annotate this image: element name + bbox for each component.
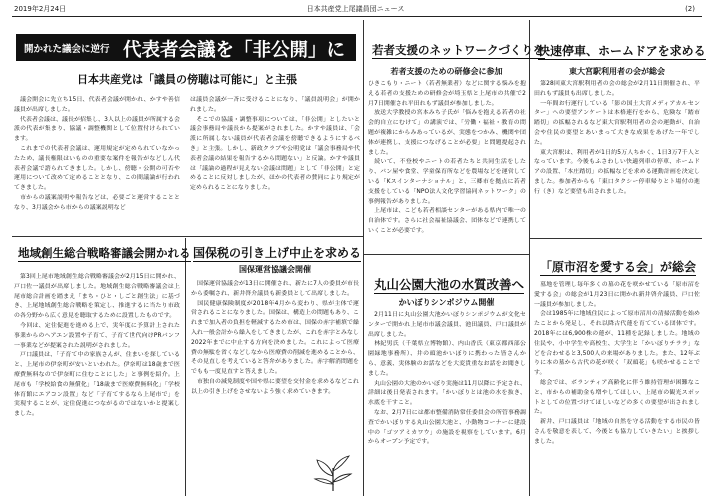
article-headline: 若者支援のネットワークづくりを: [372, 43, 545, 57]
divider-horizontal-right: [530, 238, 702, 239]
article-subhead: かいぼりシンポジウム開催: [398, 298, 495, 307]
article-body: 墓地を管理し毎年多くの墓の花を咲かせている「原市沼を愛する会」の総会が1月23日に開かれ新井啓介議員、戸口佐一議員が参加しました。 会は1985年に地域住民によって原市沼川の清掃活動を始めたことから発足し、それ以降古代蓮を育てている団体です。2018年には6,900株の蓮が、11種を記録しました。地域の住民や、小中学生や高校生、大学生と「かいぼりチララ」などを合わせると3,500人の来場がありました。また、12年ぶりに本の墓から古代の花が咲く「双頭花」も咲かせることです。 総会では、ボランティア高齢化に伴う維持管理が困難なこと、市からの補助金も増やしてほしい、上尾市の観光スポットとしての位置づけてほしいなどの多くの要望が出されました。 新井、戸口議員は「地域の自然を守る活動をする市民の皆さんを敬意を表して、今後とも協力していきたい」と挨拶しました。: [534, 282, 700, 445]
divider-vertical-left: [185, 238, 186, 496]
article-haraichi-marsh: [532, 241, 702, 496]
page-number: (2): [685, 5, 695, 13]
article-headline: 代表者会議を「非公開」に: [123, 40, 346, 61]
article-headline: 「原市沼を愛する会」が総会: [540, 260, 697, 274]
article-youth-support: [366, 20, 545, 252]
article-higashi-omiya-station: [532, 20, 706, 236]
article-subhead: 日本共産党は「議員の傍聴は可能に」と主張: [77, 73, 297, 86]
article-banner: [16, 34, 356, 61]
newsletter-title: 日本共産党上尾議員団ニュース: [306, 5, 405, 13]
divider-vertical-right: [529, 20, 530, 496]
article-body-col1: 議会開会に先立ち15日、代表者会議が開かれ、かすや善信議員が出席しました。 代表者会議は、議長が招集し、3人以上の議員が所属する会派の代表が集まり、協議・調整機関として位置付けられています。 これまでの代表者会議は、運用規定が定められていなかったため、議長権限はいものの重要な案件を報告がなどしん代表者会議で諮られてきました。しかし、傍聴・公開の可否や運用について改めて定めることとなり、この間議論が行われてきました。 市からの議案説明や報告などは、必要ごと運営することとなり、3月議会から市からの議案説明など: [14, 97, 180, 211]
article-maruyama-park-pond: [366, 257, 527, 496]
article-body: 第3回上尾市地域創生総合戦略審議会が2月15日に開かれ、戸口佐一議員が出席しました。地域創生総合戦略審議会は上尾市総合計画を踏まえ「まち・ひと・しごと創生法」に基づき、上尾地域創生総合戦略を策定し、推進するに当たり市政の各分野から広く意見を聴取するために設置したものです。 今回は、定住促進を進める上で、実年度に予算計上された事業からのヘアエン設置や子育て、子育て世代向けPRパンフ一事業などが提案された説明がされました。 戸口議員は、「子育て中の家族さんが、住まいを探していると、上尾市の伊奈町が安いといわれた。伊奈町は18歳まで医療費無料なので伊奈町に住むことにした」と事例を紹介。上尾市も「学校給食の無償化」「18歳まで医療費無料化」「学校体育館にエアコン設置」など「子育てするなら上尾市で」を実現することが、定住促進につながるのではないかと提案しました。: [14, 274, 180, 418]
article-national-health-insurance: [189, 240, 361, 496]
divider-vertical-main: [363, 20, 364, 496]
divider-horizontal-mid: [364, 254, 529, 255]
article-headline: 快速停車、ホームドアを求める: [538, 44, 706, 58]
article-headline: 地域創生総合戦略審議会開かれる: [18, 246, 191, 260]
article-kicker: 開かれた議会に逆行: [24, 44, 110, 55]
article-headline: 国保税の引き上げ中止を求める: [193, 246, 362, 260]
article-representatives-meeting: [12, 20, 362, 234]
article-subhead: 東大宮駅利用者の会が総会: [569, 67, 665, 76]
article-body: 第28回東大宮駅利用者の会の総会が2月11日開催され、平田れもず議員も出席しました。 一年間お行運行している「影の国土大宮メディアカルセンター」への要望アンケートは本格連行をから、危険な「踏市踏切」の拡幅されるなど東大宮駅利用者の会の運動が、自治会や住民の要望とあいまって大きな成果をあげた一年でした。 東大宮駅は、利用者が1日約5万人ちかく、1日3万7千人となっています。今後もふさわしい快適列車の停車、ホームドアの設置、「本庄踏切」の拡幅などを求める運動計画を決定しました。参加者からも「東口タクシー停車帰りとト場付の進行（き）など要望も出されました。: [534, 81, 700, 195]
header-rule: [12, 16, 702, 17]
article-subhead: 国保運営協議会開催: [239, 265, 311, 274]
page-header: [0, 3, 711, 15]
article-headline: 丸山公園大池の水質改善へ: [374, 277, 525, 292]
article-regional-strategy: [12, 240, 191, 496]
divider-horizontal-left: [12, 236, 363, 237]
article-body-col2: は議員会議が一斉に受けることになり、「議員説明会」が開かれました。 そこでの協議・調整事項については、「非公開」としたいと議会事務局や議長から提案がされました。かすや議員は、「会派に所属しない議員が代表者会議を傍聴できるようにするべき」と主張。しかし、新政クラブや公明党は「議会事務局や代表者会議の結果を報告するから問題ない」と反論。かすや議員は「議論の過程が見えない会議は問題」として「非公開」と定めることに反対しましたが、ほかの代表者の賛同により規定が定められることになりました。: [190, 97, 360, 192]
plant-illustration-icon: [309, 454, 357, 492]
article-subhead: 若者支援のための研修会に参加: [390, 67, 503, 76]
issue-date: 2019年2月24日: [14, 5, 67, 13]
article-body: 2月11日に丸山公園大池かいぼりシンポジウムが文化センターで開かれ上尾市市議会議員、池田議員、戸口議員が出席しました。 林紀男氏（千葉県立博物館）、内山香氏（東京都西部公園緑地事務所）、井の頭池かいぼりに携わった皆さんから、意義、実体験のお話などを大変貴重なお話をお聞きしました。 丸山公園の大池のかいぼり実施は11月以降に予定され、詳細は後日発表されます。「かいぼりとは池の水を抜き、水底を干すこと。 なお、2月7日には都市整備消防常任委員会の所管事務調査でかいぼりする丸山公園大池と、小動物コーナーに建設中の「ゴツアミカワウ」の施設を視察をしています。6月からオープン予定です。: [368, 312, 526, 446]
article-body: 国保運営協議会が13日に開催され、新たに7人の委員が市長から委嘱され、新井啓介議員も新委員として出席しました。 国民健康保険制度が2018年4月から変わり、県が主体で運営されることになりました。国保は、構造上の問題もあり、これまで加入者の負担を軽減するため市は、国保の赤字補填で繰入れ一般会計から繰入をしてきましたが、これを赤字とみなし2022年までに中止する方向を決めました。これによって医療費の無駄を省くなどしなから医療費の削減を進めることから、その見直しを考えていると答弁がありました。赤字解消問題をでもも一度見直すと答えました。 市独自の減免制度や国や県に要望を交付金を求めるなどこれ以上の引き上げをさせないよう強く求めていきます。: [191, 281, 359, 395]
article-body: ひきこもり・ニート（若者無業者）などに関する悩みを抱える若者の支援ための研修会が埼玉県と上尾市の共催で2月7日開催され平田れもず議員が参加しました。 放送大学教授の宮本みち子氏が「悩みを抱える若者の社会的自立にむけて」の講演では、「労働・福祉・教育の問題が複雑にからみあっているが、実態をつかみ、機関や団体が連携し、支援につなげることが必要」と問題提起されました。 続いて、不登校やニートの若者たちと共同生活をしたり、パン屋や食堂、学童保育所などを農場などを運営している「Kスインターナショナル」と、三郷市を拠点に若者支援をしている「NPO法人文化学習協同ネットワーク」の事例報告がありました。 上尾市は、こども若者相談センターがある県内で唯一の自治体です。さらに社会福祉協議会、団体などで連携していくことが必要です。: [368, 81, 526, 234]
